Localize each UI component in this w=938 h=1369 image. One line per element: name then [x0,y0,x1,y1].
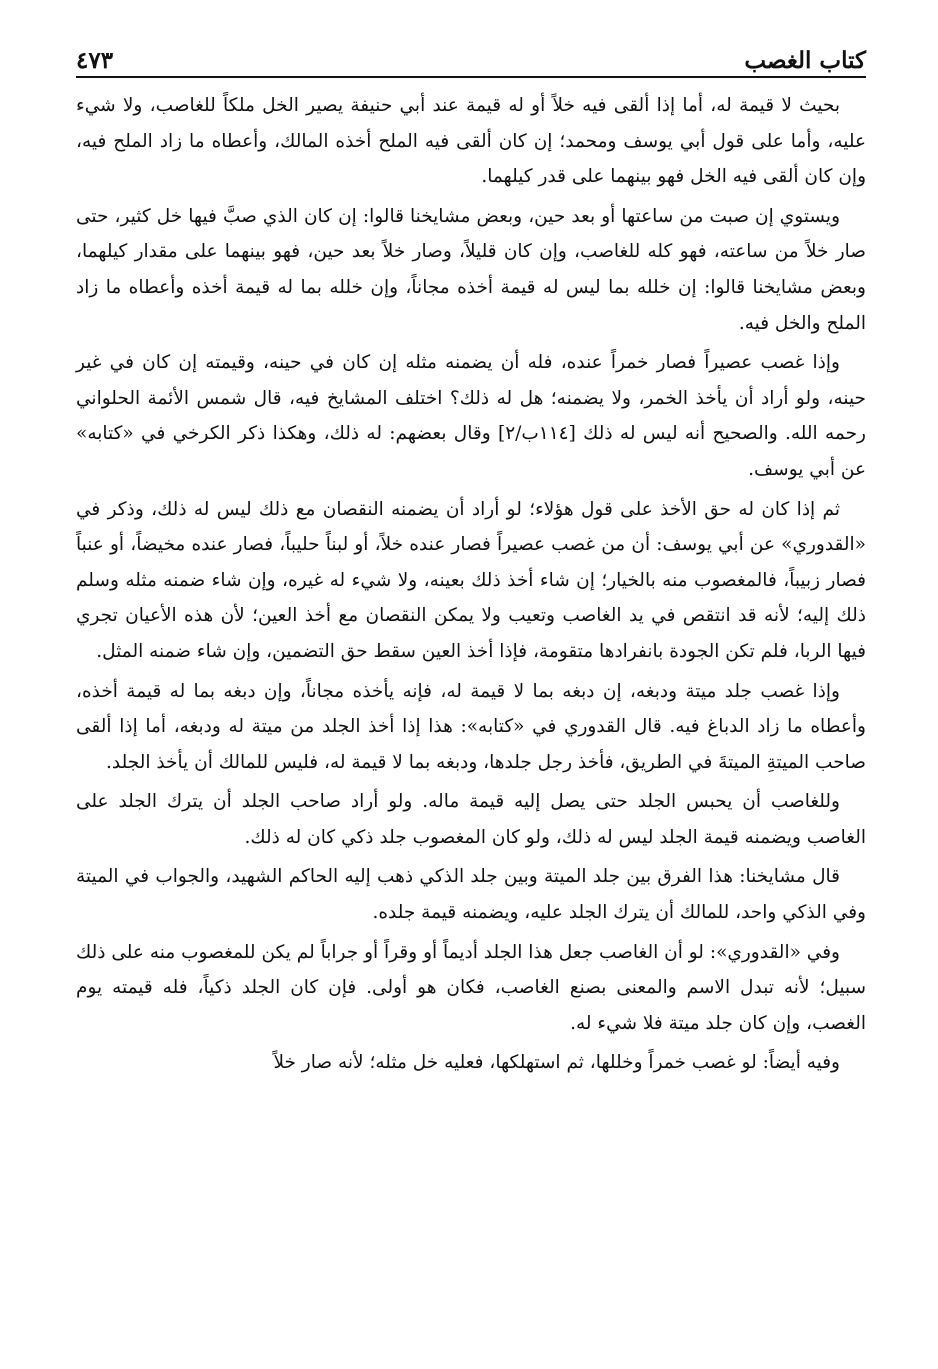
book-page [76,38,866,1085]
paragraph: وفي «القدوري»: لو أن الغاصب جعل هذا الجلد أديماً أو وقراً أو جراباً لم يكن للمغصوب منه على ذلك سبيل؛ لأنه تبدل الاسم والمعنى بصنع الغاصب، فكان هو أولى. فإن كان الجلد ذكياً، فله قيمته يوم الغصب، وإن كان جلد ميتة فلا شيء له. [76,941,866,1034]
paragraph: ثم إذا كان له حق الأخذ على قول هؤلاء؛ لو أراد أن يضمنه النقصان مع ذلك ليس له ذلك، وذكر في «القدوري» عن أبي يوسف: أن من غصب عصيراً فصار عنده خلاً، أو لبناً حليباً، فصار عنده مخيضاً، أو عنباً فصار زبيباً، فالمغصوب منه بالخيار؛ إن شاء أخذ ذلك بعينه، ولا شيء له غيره، وإن شاء ضمنه مثله وسلم ذلك إليه؛ لأنه قد انتقص في يد الغاصب وتعيب ولا يمكن النقصان مع أخذ العين؛ لأن هذه الأعيان تجري فيها الربا، فلم تكن الجودة بانفرادها متقومة، فإذا أخذ العين سقط حق التضمين، وإن شاء ضمنه المثل. [76,498,866,662]
paragraph: وإذا غصب جلد ميتة ودبغه، إن دبغه بما لا قيمة له، فإنه يأخذه مجاناً، وإن دبغه بما له قيمة أخذه، وأعطاه ما زاد الدباغ فيه. قال القدوري في «كتابه»: هذا إذا أخذ الجلد من ميتة له ودبغه، أما إذا ألقى صاحب الميتةِ الميتةَ في الطريق، فأخذ رجل جلدها، ودبغه بما لا قيمة له، فليس للمالك أن يأخذ الجلد. [76,680,866,773]
paragraph: وفيه أيضاً: لو غصب خمراً وخللها، ثم استهلكها، فعليه خل مثله؛ لأنه صار خلاً [273,1052,840,1074]
paragraph: وللغاصب أن يحبس الجلد حتى يصل إليه قيمة ماله. ولو أراد صاحب الجلد أن يترك الجلد على الغاصب ويضمنه قيمة الجلد ليس له ذلك، ولو كان المغصوب جلد ذكي كان له ذلك. [76,791,866,848]
page-header [76,38,866,78]
paragraph: قال مشايخنا: هذا الفرق بين جلد الميتة وبين جلد الذكي ذهب إليه الحاكم الشهيد، والجواب في الميتة وفي الذكي واحد، للمالك أن يترك الجلد عليه، ويضمنه قيمة جلده. [76,866,866,924]
paragraph: بحيث لا قيمة له، أما إذا ألقى فيه خلاً أو له قيمة عند أبي حنيفة يصير الخل ملكاً للغاصب، ولا شيء عليه، وأما على قول أبي يوسف ومحمد؛ إن كان ألقى فيه الملح أخذه المالك، وأعطاه ما زاد الملح فيه، وإن كان ألقى فيه الخل فهو بينهما على قدر كيلهما. [76,95,866,188]
running-title: كتاب الغصب [744,47,866,74]
paragraph: ويستوي إن صبت من ساعتها أو بعد حين، وبعض مشايخنا قالوا: إن كان الذي صبَّ فيها خل كثير، حتى صار خلاً من ساعته، فهو كله للغاصب، وإن كان قليلاً، وصار خلاً بعد حين، فهو بينهما على مقدار كيلهما، وبعض مشايخنا قالوا: إن خلله بما ليس له قيمة أخذه مجاناً، وإن خلله بما له قيمة أخذه وأعطاه ما زاد الملح والخل فيه. [76,205,866,334]
body-text [76,88,866,1081]
paragraph: وإذا غصب عصيراً فصار خمراً عنده، فله أن يضمنه مثله إن كان في حينه، وقيمته إن كان في غير حينه، ولو أراد أن يأخذ الخمر، ولا يضمنه؛ هل له ذلك؟ اختلف المشايخ فيه، قال شمس الأئمة الحلواني رحمه الله. والصحيح أنه ليس له ذلك [١١٤ب/٢] وقال بعضهم: له ذلك، وهكذا ذكر الكرخي في «كتابه» عن أبي يوسف. [76,352,866,480]
page-number: ٤٧٣ [76,47,114,74]
